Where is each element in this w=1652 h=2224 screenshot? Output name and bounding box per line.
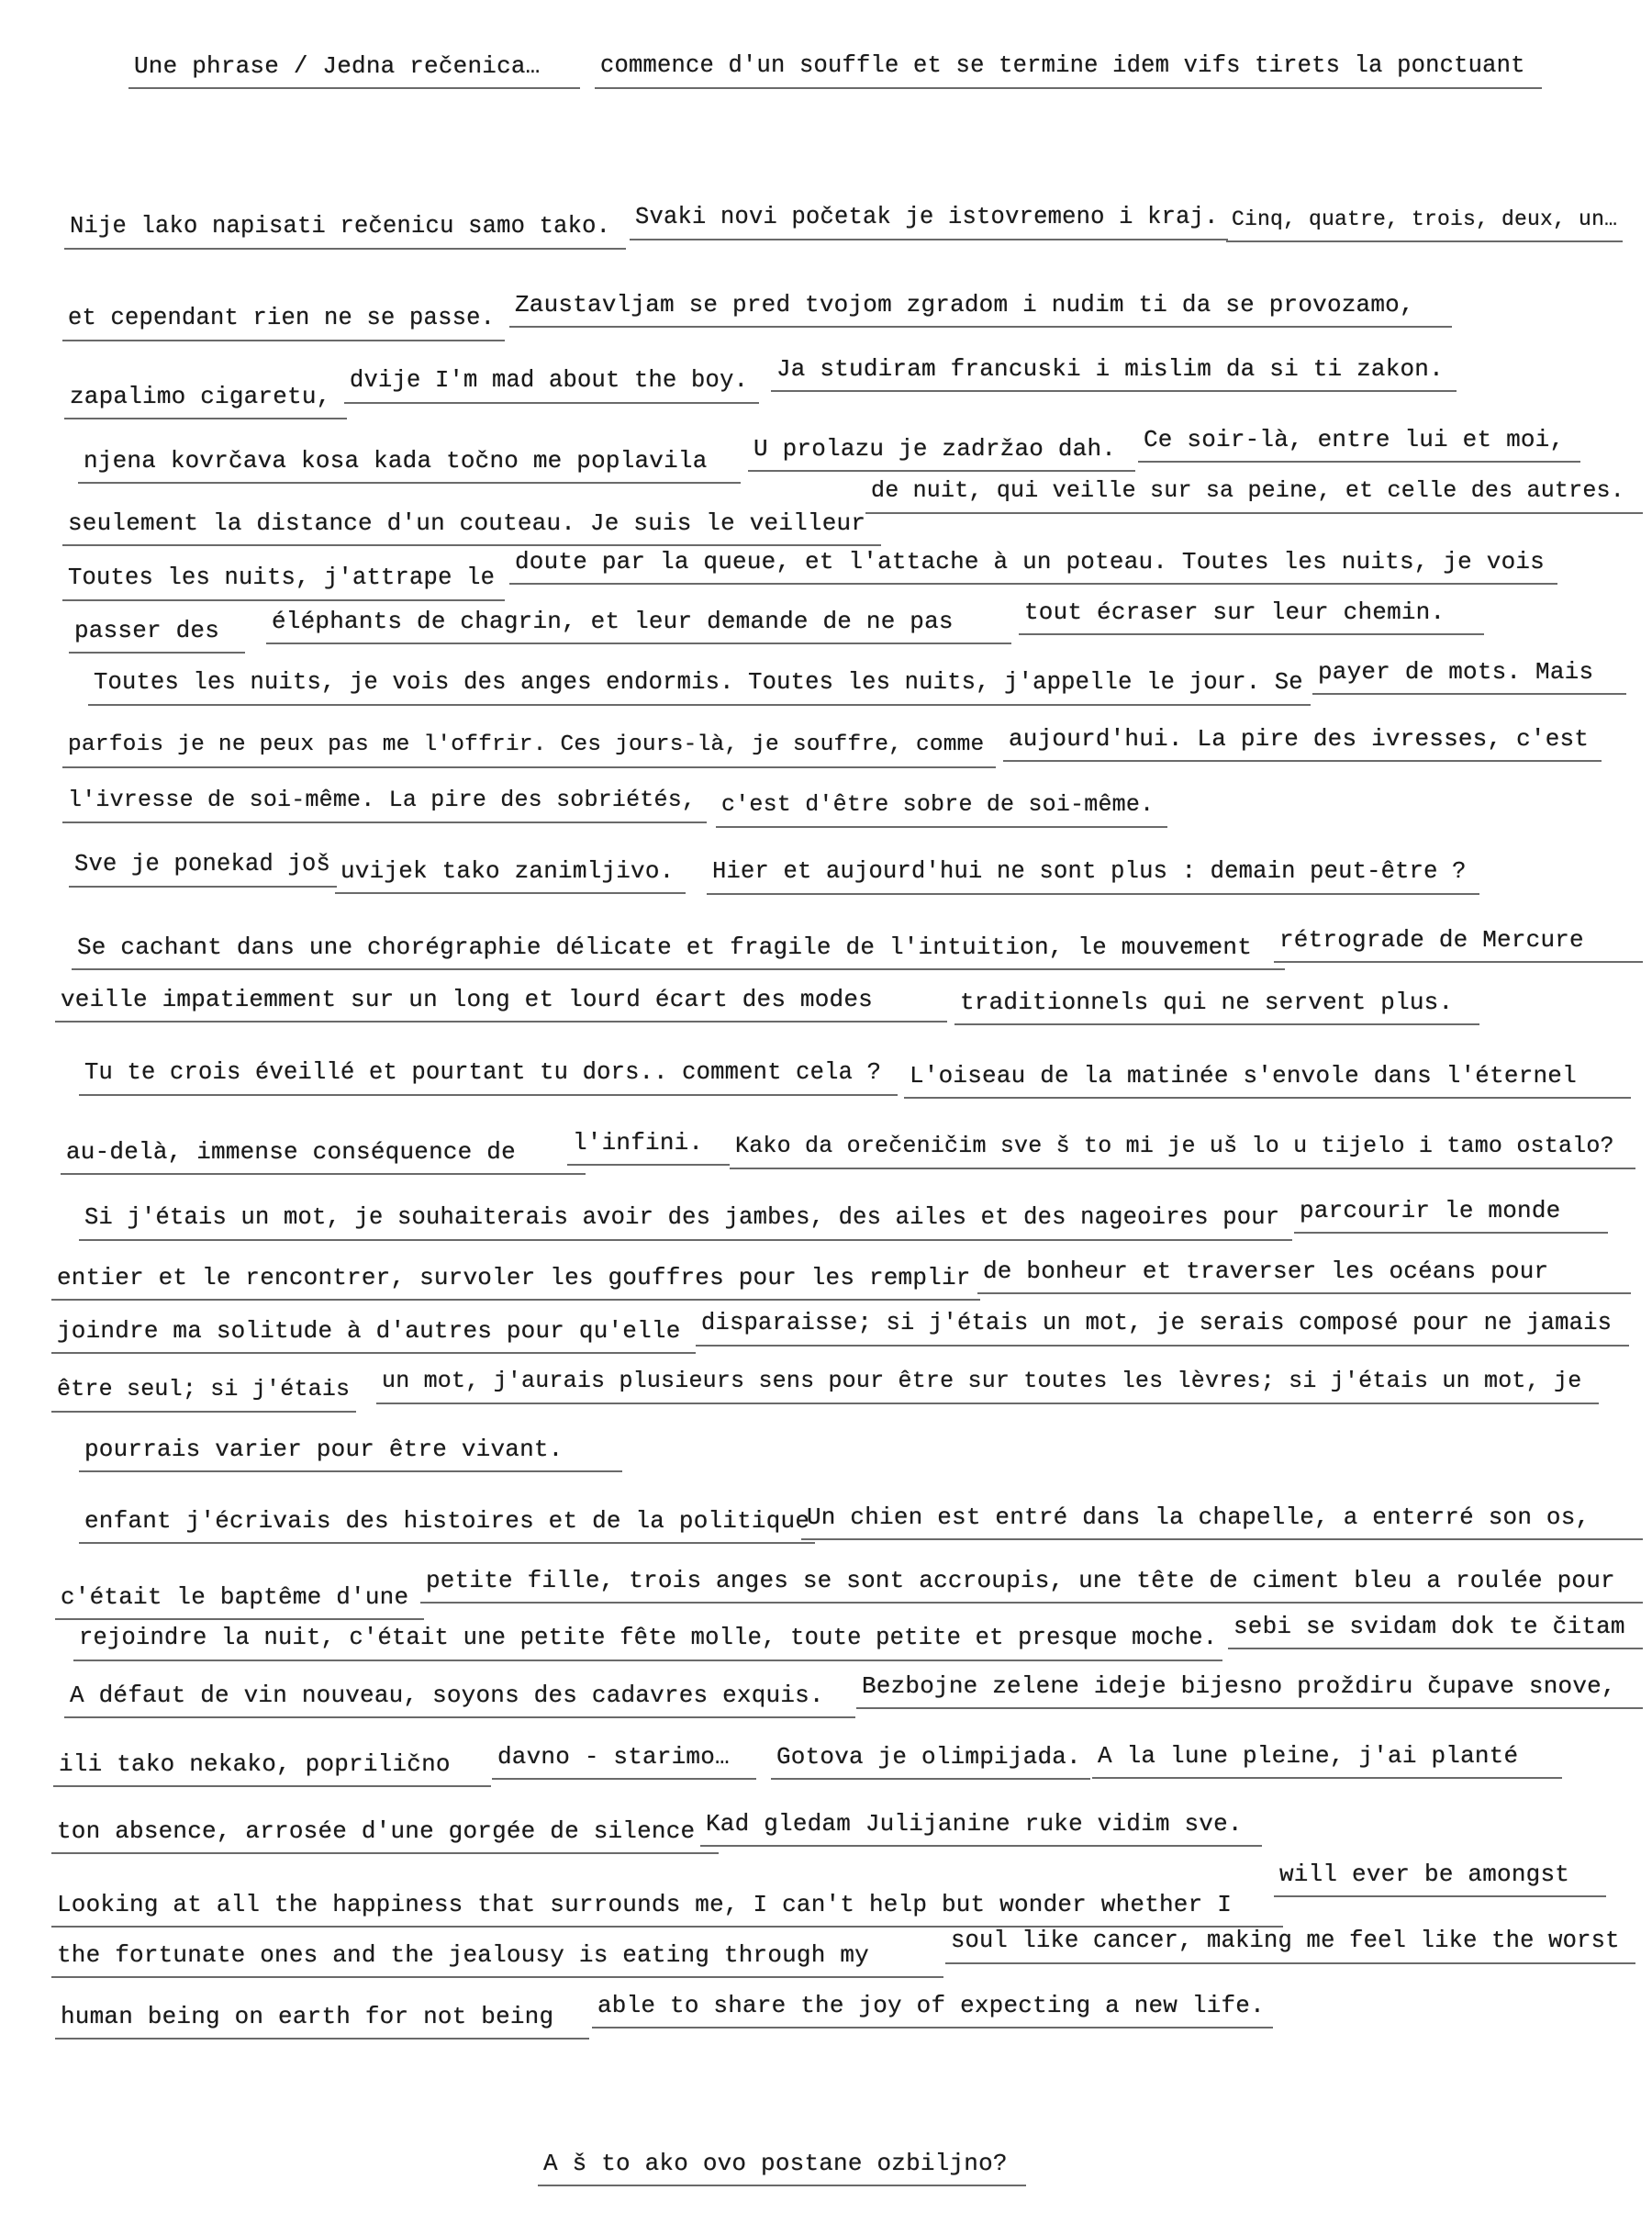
fragment: de bonheur et traverser les océans pour [977, 1256, 1631, 1294]
closing-line: A š to ako ovo postane ozbiljno? [538, 2148, 1026, 2186]
fragment: human being on earth for not being [55, 2001, 589, 2040]
fragment: Cinq, quatre, trois, deux, un… [1226, 204, 1623, 242]
fragment: l'infini. [567, 1127, 730, 1166]
fragment: L'oiseau de la matinée s'envole dans l'éternel [904, 1060, 1631, 1099]
fragment: un mot, j'aurais plusieurs sens pour être sur toutes les lèvres; si j'étais un mot, je [376, 1366, 1599, 1404]
fragment: seulement la distance d'un couteau. Je suis le veilleur [62, 508, 881, 546]
fragment: de nuit, qui veille sur sa peine, et celle des autres. [865, 475, 1643, 514]
fragment: Zaustavljam se pred tvojom zgradom i nudim ti da se provozamo, [509, 289, 1452, 328]
fragment: rétrograde de Mercure [1274, 924, 1643, 963]
fragment: Si j'étais un mot, je souhaiterais avoir des jambes, des ailes et des nageoires pour [79, 1202, 1292, 1241]
fragment: dvije I'm mad about the boy. [344, 365, 759, 404]
fragment: Toutes les nuits, j'attrape le [62, 563, 505, 601]
fragment: Svaki novi početak je istovremeno i kraj. [630, 202, 1228, 240]
fragment: davno - starimo… [492, 1741, 756, 1780]
fragment: pourrais varier pour être vivant. [79, 1434, 622, 1472]
fragment: passer des [69, 615, 245, 654]
fragment-line-1: Une phrase / Jedna rečenica… [128, 50, 580, 89]
fragment: veille impatiemment sur un long et lourd écart des modes [55, 984, 947, 1023]
fragment: parfois je ne peux pas me l'offrir. Ces jours-là, je souffre, comme [62, 730, 996, 768]
fragment: Toutes les nuits, je vois des anges endormis. Toutes les nuits, j'appelle le jour. Se [88, 667, 1311, 706]
fragment: l'ivresse de soi-même. La pire des sobriétés, [62, 785, 707, 823]
fragment-line-1: commence d'un souffle et se termine idem vifs tirets la ponctuant [595, 50, 1542, 89]
fragment: the fortunate ones and the jealousy is eating through my [51, 1939, 943, 1978]
fragment: A la lune pleine, j'ai planté [1092, 1740, 1562, 1779]
fragment: entier et le rencontrer, survoler les gouffres pour les remplir [51, 1262, 980, 1301]
fragment: Kako da orečeničim sve š to mi je uš lo u tijelo i tamo ostalo? [730, 1131, 1635, 1169]
fragment: Gotova je olimpijada. [771, 1741, 1090, 1780]
fragment: aujourd'hui. La pire des ivresses, c'est [1003, 723, 1602, 762]
fragment: joindre ma solitude à d'autres pour qu'elle [51, 1315, 696, 1354]
fragment: enfant j'écrivais des histoires et de la politique [79, 1505, 815, 1544]
fragment: A défaut de vin nouveau, soyons des cadavres exquis. [64, 1680, 855, 1718]
fragment: Tu te crois éveillé et pourtant tu dors.. comment cela ? [79, 1057, 898, 1096]
fragment: U prolazu je zadržao dah. [748, 433, 1135, 472]
fragment: Un chien est entré dans la chapelle, a enterré son os, [801, 1502, 1643, 1540]
fragment: ili tako nekako, poprilično [53, 1749, 491, 1787]
fragment: traditionnels qui ne servent plus. [954, 987, 1479, 1025]
fragment: uvijek tako zanimljivo. [335, 855, 686, 894]
fragment: payer de mots. Mais [1312, 656, 1626, 695]
fragment: Bezbojne zelene ideje bijesno proždiru čupave snove, [856, 1671, 1643, 1709]
fragment: Kad gledam Julijanine ruke vidim sve. [700, 1808, 1262, 1847]
fragment: Nije lako napisati rečenicu samo tako. [64, 211, 626, 250]
fragment: sebi se svidam dok te čitam [1228, 1611, 1643, 1649]
fragment: rejoindre la nuit, c'était une petite fête molle, toute petite et presque moche. [73, 1623, 1222, 1661]
fragment: Ce soir-là, entre lui et moi, [1138, 424, 1580, 463]
fragment: Sve je ponekad još [69, 849, 337, 888]
fragment: will ever be amongst [1274, 1859, 1606, 1897]
fragment: c'était le baptême d'une [55, 1581, 424, 1620]
fragment: Se cachant dans une chorégraphie délicate et fragile de l'intuition, le mouvement [72, 932, 1285, 970]
fragment: éléphants de chagrin, et leur demande de ne pas [266, 606, 1011, 644]
fragment: doute par la queue, et l'attache à un poteau. Toutes les nuits, je vois [509, 546, 1557, 585]
fragment: c'est d'être sobre de soi-même. [716, 789, 1167, 828]
fragment: njena kovrčava kosa kada točno me poplavila [78, 445, 741, 484]
fragment: soul like cancer, making me feel like the worst [945, 1926, 1635, 1964]
fragment: disparaisse; si j'étais un mot, je serais composé pour ne jamais [696, 1308, 1629, 1347]
fragment: être seul; si j'étais [51, 1374, 356, 1413]
fragment: Looking at all the happiness that surrounds me, I can't help but wonder whether I [51, 1889, 1283, 1928]
fragment: ton absence, arrosée d'une gorgée de silence [51, 1816, 719, 1854]
fragment: parcourir le monde [1294, 1195, 1608, 1234]
fragment: petite fille, trois anges se sont accroupis, une tête de ciment bleu a roulée pour [420, 1565, 1643, 1604]
fragment: et cependant rien ne se passe. [62, 303, 505, 341]
fragment: au-delà, immense conséquence de [61, 1136, 586, 1175]
fragment: able to share the joy of expecting a new life. [592, 1990, 1273, 2028]
fragment: zapalimo cigaretu, [64, 381, 347, 419]
fragment: Hier et aujourd'hui ne sont plus : demain peut-être ? [707, 856, 1479, 895]
fragment: tout écraser sur leur chemin. [1019, 597, 1484, 635]
fragment: Ja studiram francuski i mislim da si ti zakon. [771, 353, 1457, 392]
